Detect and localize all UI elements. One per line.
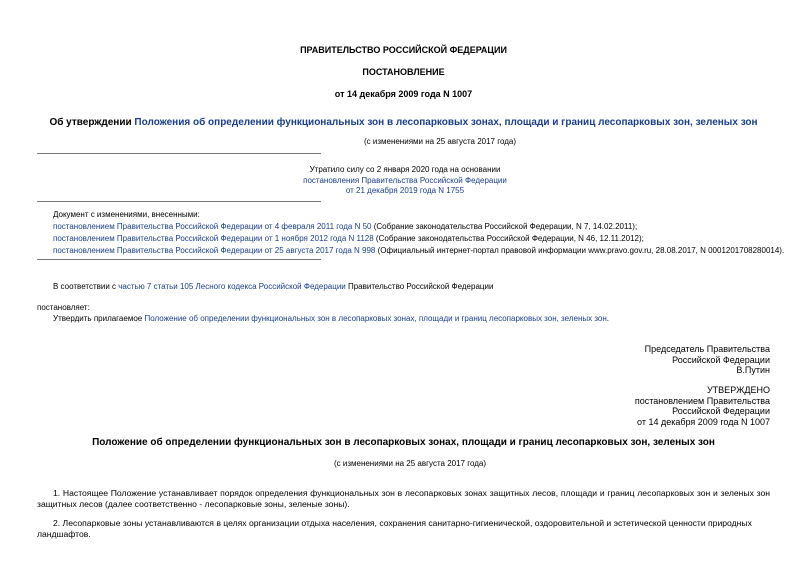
approved-date: от 14 декабря 2009 года N 1007 xyxy=(637,416,770,427)
approved-country: Российской Федерации xyxy=(672,406,770,416)
document-date: от 14 декабря 2009 года N 1007 xyxy=(334,89,473,99)
separator-line xyxy=(37,259,321,260)
regulation-paragraph: 2. Лесопарковые зоны устанавливаются в целях организации отдыха населения, сохранения санитарно-гигиенической, оздоровительной и эстетической ценности природных ландшафтов. xyxy=(37,518,752,539)
change-item-link[interactable]: постановлением Правительства Российской Федерации от 4 февраля 2011 года N 50 xyxy=(53,222,372,231)
decree-word: постановляет: xyxy=(37,303,90,312)
regulation-amendment-note: (с изменениями на 25 августа 2017 года) xyxy=(333,459,487,468)
legal-basis xyxy=(53,282,493,291)
expired-basis-link[interactable]: постановления Правительства Российской Федерации xyxy=(303,175,507,185)
change-item-link[interactable]: постановлением Правительства Российской Федерации от 25 августа 2017 года N 998 xyxy=(53,246,376,255)
expired-notice xyxy=(300,165,510,197)
approve-prefix: Утвердить прилагаемое xyxy=(53,314,145,323)
separator-line xyxy=(37,201,321,202)
changes-block xyxy=(53,209,784,257)
approved-heading: УТВЕРЖДЕНО xyxy=(706,385,770,395)
document-title-link[interactable]: Положения об определении функциональных зон в лесопарковых зонах, площади и границ лесопарковых зон, зеленых зон xyxy=(134,117,758,128)
signature-position: Председатель Правительства xyxy=(644,344,770,354)
expired-notice-text: Утратило силу со 2 января 2020 года на основании xyxy=(309,165,501,174)
regulation-title: Положение об определении функциональных зон в лесопарковых зонах, площади и границ лесопарковых зон, зеленых зон xyxy=(92,437,715,448)
change-item-source: (Официальный интернет-портал правовой информации www.pravo.gov.ru, 28.08.2017, N 0001201708280014). xyxy=(375,246,785,255)
separator-line xyxy=(37,153,321,154)
approved-block xyxy=(635,385,770,427)
change-item xyxy=(53,245,784,257)
legal-basis-suffix: Правительство Российской Федерации xyxy=(345,282,494,291)
change-item-source: (Собрание законодательства Российской Федерации, N 46, 12.11.2012); xyxy=(373,234,644,243)
legal-basis-prefix: В соответствии с xyxy=(53,282,119,291)
changes-intro: Документ с изменениями, внесенными: xyxy=(53,210,200,219)
change-item-source: (Собрание законодательства Российской Федерации, N 7, 14.02.2011); xyxy=(371,222,638,231)
document-title xyxy=(0,117,807,128)
signature-country: Российской Федерации xyxy=(672,354,770,365)
amendment-note: (с изменениями на 25 августа 2017 года) xyxy=(363,137,517,146)
approved-by: постановлением Правительства xyxy=(634,395,770,406)
approve-suffix: . xyxy=(606,314,610,323)
expired-basis-date-link[interactable]: от 21 декабря 2019 года N 1755 xyxy=(345,186,465,195)
approve-link[interactable]: Положение об определении функциональных зон в лесопарковых зонах, площади и границ лесопарковых зон, зеленых зон xyxy=(144,314,607,323)
legal-basis-link[interactable]: частью 7 статьи 105 Лесного кодекса Российской Федерации xyxy=(118,282,346,291)
government-heading: ПРАВИТЕЛЬСТВО РОССИЙСКОЙ ФЕДЕРАЦИИ xyxy=(300,45,507,55)
document-type: ПОСТАНОВЛЕНИЕ xyxy=(362,67,445,77)
change-item-link[interactable]: постановлением Правительства Российской Федерации от 1 ноября 2012 года N 1128 xyxy=(53,234,374,243)
change-item xyxy=(53,233,784,245)
signature-name: В.Путин xyxy=(736,365,770,375)
change-item xyxy=(53,221,784,233)
document-title-prefix: Об утверждении xyxy=(49,117,135,128)
signature-block xyxy=(645,344,770,376)
approve-clause xyxy=(53,314,609,323)
regulation-paragraph: 1. Настоящее Положение устанавливает порядок определения функциональных зон в лесопарковых зонах защитных лесов, площади и границ лесопарковых зон и зеленых зон защитных лесов (далее соответственно - лесопарковые зоны, зеленые зоны). xyxy=(37,488,770,509)
